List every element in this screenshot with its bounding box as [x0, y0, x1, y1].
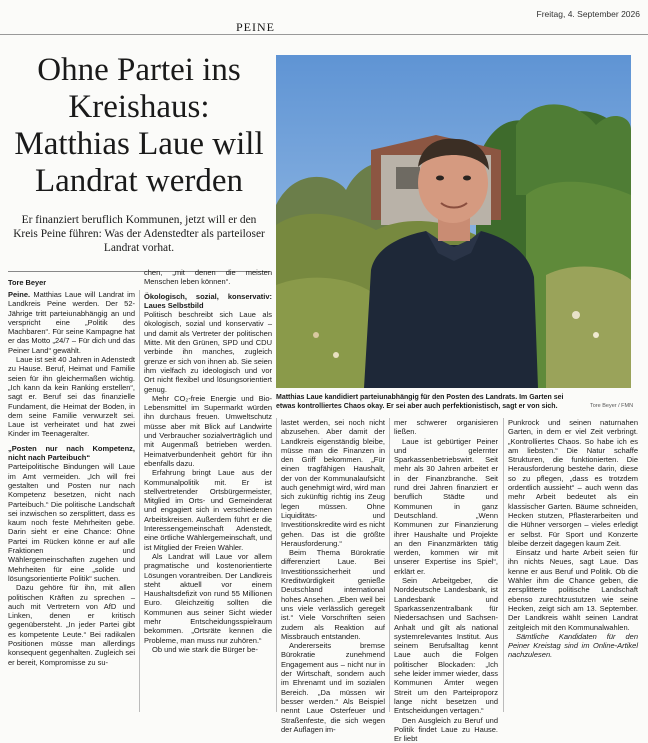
- paragraph: Politisch beschreibt sich Laue als ökologisch, sozial und konservativ – und damit als Vertreter der politischen Mitte. Mit den Grünen, SPD und CDU verbinde ihn manches, zugleich grenze er sich von ihnen ab. Sie seien ihm vielfach zu ideologisch und vor Ort nicht flexibel und lösungsorientiert genug.: [144, 310, 272, 394]
- paragraph: Als Landrat will Laue vor allem pragmatische und kostenorientierte Lösungen vorantreiben. Der Landkreis steht aktuell vor einem Haushaltsdefizit von rund 55 Millionen Euro. Gleichzeitig sollten die Kommunen aus seiner Sicht wieder mehr Entscheidungsspielraum bekommen. „Ortsräte kennen die Probleme, man muss nur zuhören.“: [144, 552, 272, 645]
- paragraph: Andererseits bremse Bürokratie zunehmend Engagement aus – nicht nur in der Wirtschaft, sondern auch im Ehrenamt und im sozialen Bereich. „Da müssen wir besser werden.“ Als Beispiel nennt Laue Osterfeuer und Straßenfeste, die sich wegen der Auflagen im-: [281, 641, 385, 734]
- paragraph: chen, „mit denen die meisten Menschen leben können“.: [144, 268, 272, 287]
- paragraph: lastet werden, sei noch nicht abzusehen. Aber damit der Landkreis eigenständig bleibe, müsse man die Finanzen in den Griff bekommen. „Für einen tragfähigen Haushalt, der von der Kommunalaufsicht auch genehmigt wird, wird man sich zukünftig richtig ins Zeug legen müssen. Ohne Liquiditäts- und Investitionskredite wird es nicht gehen. Das ist die größte Herausforderung.“: [281, 418, 385, 548]
- paragraph: Parteipolitische Bindungen will Laue im Amt vermeiden. „Ich will frei gestalten und Posten nur nach Kompetenz besetzen, nicht nach Parteibuch.“ Die politische Landschaft sei inzwischen so zersplittert, dass es kaum noch feste Mehrheiten gebe. Darin sieht er eine Chance: Ohne Partei im Rücken könne er auf alle Fraktionen und Wählergemeinschaften zugehen und Mehrheiten für eine „solide und lösungsorientierte Politik“ suchen.: [8, 462, 135, 583]
- paragraph: Punkrock und seinen naturnahen Garten, in dem er viel Zeit verbringt. „Kontrolliertes Chaos. So habe ich es am liebsten.“ Die Natur schaffe Strukturen, die funktionierten. Die Herausforderung bestehe darin, diese so zu pflegen, „dass es trotzdem ordentlich aussieht“ – auch wenn das mehr Arbeit bedeutet als ein klassischer Garten. Bäume schneiden, Hecken stutzen, Pflasterarbeiten und die Hühner versorgen – vieles erledigt er selbst. Für Sport und Konzerte bleibe derzeit dagegen kaum Zeit.: [508, 418, 638, 548]
- paragraph: Erfahrung bringt Laue aus der Kommunalpolitik mit. Er ist stellvertretender Ortsbürgermeister, Mitglied im Orts- und Gemeinderat und engagiert sich in verschiedenen Arbeitskreisen. Außerdem führt er die Interessengemeinschaft Adenstedt, eine örtliche Wählergemeinschaft, und ist Mitglied der Freien Wähler.: [144, 468, 272, 552]
- header-divider: [0, 34, 648, 35]
- column-divider: [139, 290, 140, 712]
- article-column-2: [144, 268, 272, 654]
- issue-date: Freitag, 4. September 2026: [537, 9, 640, 19]
- headline: Ohne Partei ins Kreishaus: Matthias Laue will Landrat werden: [8, 52, 270, 200]
- photo-caption: Matthias Laue kandidiert parteiunabhängig für den Posten des Landrats. Im Garten sei etwas kontrolliertes Chaos okay. Er sei aber auch perfektionistisch, sagt er von sich.: [276, 393, 566, 411]
- article-column-5: [508, 418, 638, 660]
- paragraph: Den Ausgleich zu Beruf und Politik findet Laue zu Hause. Er liebt: [394, 716, 498, 743]
- online-note: [508, 632, 638, 660]
- article-column-3: [281, 418, 385, 734]
- online-note-text: Sämtliche Kandidaten für den Peiner Kreistag sind im Online-Artikel nachzulesen.: [508, 632, 638, 660]
- photo-credit: Tore Beyer / FMN: [590, 403, 633, 409]
- paragraph-text: Matthias Laue will Landrat im Landkreis Peine werden. Der 52-Jährige tritt parteiunabhängig an und verspricht eine „Politik des Machbaren“. Für seine Kampagne hat er das Motto „24/7 – Für dich und das Peiner Land“ gewählt.: [8, 290, 135, 355]
- dateline: Peine.: [8, 290, 30, 299]
- intertitle: „Posten nur nach Kompetenz, nicht nach Parteibuch“: [8, 444, 135, 463]
- column-divider: [276, 418, 277, 712]
- column-divider: [503, 418, 504, 712]
- paragraph: Ob und wie stark die Bürger be-: [144, 645, 272, 654]
- paragraph: Mehr CO₂-freie Energie und Bio-Lebensmittel im Supermarkt würden ihn durchaus freuen. Umweltschutz müsse aber mit Blick auf Landwirte und Verbraucher sozialverträglich und mit Augenmaß betrieben werden. Heimatverbundenheit gehört für ihn ebenfalls dazu.: [144, 394, 272, 468]
- paragraph: Laue ist gebürtiger Peiner und gelernter Sparkassenbetriebswirt. Seit mehr als 30 Jahren arbeitet er in der Finanzbranche. Seit rund drei Jahren finanziert er beruflich Städte und Kommunen in ganz Deutschland. „Wenn Kommunen zur Finanzierung ihrer Haushalte und Projekte an den Finanzmärkten tätig werden, kommen wir mit unserer Expertise ins Spiel“, erklärt er.: [394, 437, 498, 576]
- paragraph: mer schwerer organisieren ließen.: [394, 418, 498, 437]
- author-byline: Tore Beyer: [8, 278, 46, 287]
- section-title: PEINE: [236, 20, 275, 35]
- subheadline: Er finanziert beruflich Kommunen, jetzt will er den Kreis Peine führen: Was der Adenstedter als parteiloser Landrat vorhat.: [8, 213, 270, 255]
- paragraph: Einsatz und harte Arbeit seien für ihn nichts Neues, sagt Laue. Das kenne er aus Beruf und Politik. Ob die Wähler ihm die Chance geben, die zersplitterte politische Landschaft ebenso zurechtzustutzen wie seine Hecken, zeigt sich am 13. September. Der Landkreis wählt seinen Landrat zeitgleich mit den Kommunalwahlen.: [508, 548, 638, 632]
- article-photo: [276, 55, 631, 388]
- paragraph: Beim Thema Bürokratie differenziert Laue. Bei Investitionssicherheit und Kreditwürdigkeit genieße Deutschland international hohes Ansehen. „Eben weil bei uns viele verlässlich geregelt ist.“ Viele Vorschriften seien zudem als Reaktion auf Missbrauch entstanden.: [281, 548, 385, 641]
- paragraph: Laue ist seit 40 Jahren in Adenstedt zu Hause. Beruf, Heimat und Familie seien für ihn gleichermaßen wichtig. „Ich kann da kein Ranking erstellen“, sagt er. Beruf sei das finanzielle Fundament, die Heimat der Boden, in dem seine Familie verwurzelt sei. Laue ist verheiratet und hat zwei Kinder im Teenageralter.: [8, 355, 135, 439]
- article-column-4: [394, 418, 498, 743]
- intertitle: Ökologisch, sozial, konservativ: Laues Selbstbild: [144, 292, 272, 311]
- paragraph: Dazu gehöre für ihn, mit allen politischen Kräften zu sprechen – auch mit Vertretern von AfD und Linken, denen er kritisch gegenübersteht. „In jeder Partei gibt es kompetente Leute.“ Bei radikalen Positionen müsse man allerdings konsequent gegenhalten. Zugleich sei er bereit, Kompromisse zu su-: [8, 583, 135, 667]
- paragraph: [8, 290, 135, 355]
- paragraph: Sein Arbeitgeber, die Norddeutsche Landesbank, ist Landesbank und Sparkassenzentralbank für Niedersachsen und Sachsen-Anhalt und gilt als national systemrelevantes Institut. Aus seinem Berufsalltag kennt Laue auch die Folgen politischer Blockaden: „Ich sehe leider immer wieder, dass Kommunen Ämter wegen Streit um den Parteiproporz lange nicht besetzen und Entscheidungen vertagen.“: [394, 576, 498, 715]
- column-divider: [389, 418, 390, 712]
- article-column-1: [8, 290, 135, 667]
